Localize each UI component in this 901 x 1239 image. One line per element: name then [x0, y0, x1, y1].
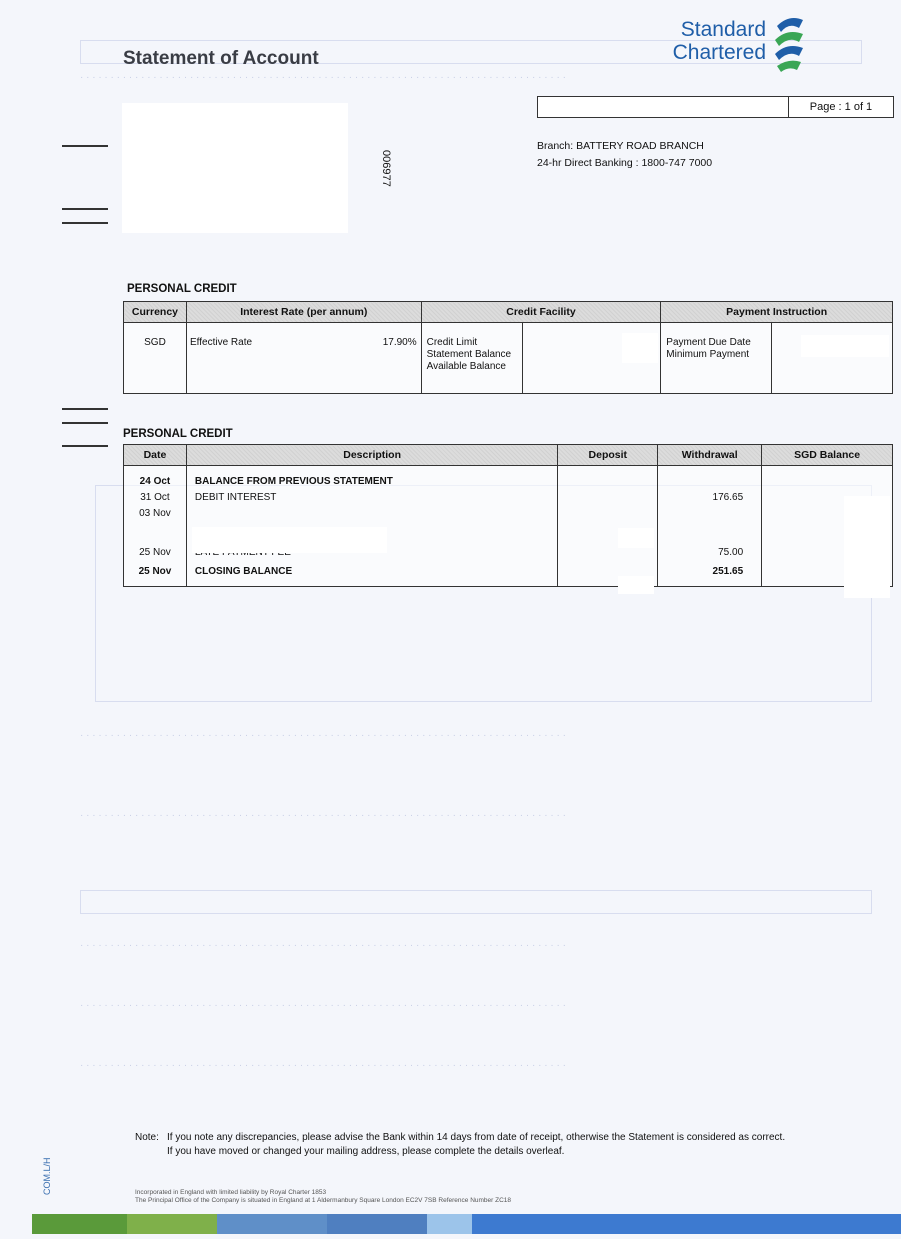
header-sgd-balance: SGD Balance — [762, 445, 893, 466]
note-line-2: If you have moved or changed your mailing address, please complete the details overleaf. — [167, 1146, 565, 1157]
stripe-segment — [427, 1214, 472, 1234]
ghost-reverse-text: · · · · · · · · · · · · · · · · · · · · · · · · · · · · · · · · · · · · · · · · · · · · · · · · · · · · · · · · · · · · · · · · · · · · · · · · · · · · · · · · — [80, 730, 566, 741]
redacted-address — [122, 103, 348, 233]
payment-label-due-date: Payment Due Date — [666, 337, 751, 348]
ghost-reverse-text: · · · · · · · · · · · · · · · · · · · · · · · · · · · · · · · · · · · · · · · · · · · · · · · · · · · · · · · · · · · · · · · · · · · · · · · · · · · · · · · · — [80, 72, 566, 83]
redacted-facility-values — [622, 333, 658, 363]
tx-description: DEBIT INTEREST — [194, 492, 277, 503]
rate-label: Effective Rate — [189, 337, 253, 348]
sgd-balance-column — [762, 466, 893, 587]
ghost-reverse-text: · · · · · · · · · · · · · · · · · · · · · · · · · · · · · · · · · · · · · · · · · · · · · · · · · · · · · · · · · · · · · · · · · · · · · · · · · · · · · · · · — [80, 1000, 566, 1011]
fold-mark — [62, 145, 108, 147]
interest-rate-cell — [186, 323, 421, 394]
tx-description: BALANCE FROM PREVIOUS STATEMENT — [194, 476, 393, 487]
ghost-reverse-text: · · · · · · · · · · · · · · · · · · · · · · · · · · · · · · · · · · · · · · · · · · · · · · · · · · · · · · · · · · · · · · · · · · · · · · · · · · · · · · · · — [80, 1060, 566, 1071]
direct-banking-number: 24-hr Direct Banking : 1800-747 7000 — [537, 157, 713, 169]
tx-withdrawal: 176.65 — [712, 492, 744, 503]
fold-mark — [62, 222, 108, 224]
brand-color-stripe — [32, 1214, 901, 1234]
legal-footer — [135, 1189, 511, 1205]
payment-label-minimum: Minimum Payment — [666, 349, 750, 360]
tx-description: CLOSING BALANCE — [194, 566, 293, 577]
ghost-reverse-text: · · · · · · · · · · · · · · · · · · · · · · · · · · · · · · · · · · · · · · · · · · · · · · · · · · · · · · · · · · · · · · · · · · · · · · · · · · · · · · · · — [80, 810, 566, 821]
rate-value: 17.90% — [382, 337, 417, 348]
payment-instruction-cell — [661, 323, 893, 394]
withdrawal-column — [658, 466, 762, 587]
tx-date: 24 Oct — [139, 476, 171, 487]
redacted-deposit — [618, 576, 654, 594]
header-date: Date — [124, 445, 187, 466]
logo-line-2: Chartered — [672, 41, 766, 64]
statement-note — [135, 1131, 785, 1159]
branch-name: Branch: BATTERY ROAD BRANCH — [537, 140, 704, 152]
header-credit-facility: Credit Facility — [421, 302, 661, 323]
page-indicator: Page : 1 of 1 — [788, 97, 893, 117]
summary-section-title: PERSONAL CREDIT — [127, 283, 237, 295]
redacted-deposit — [618, 528, 654, 548]
tx-date: 25 Nov — [139, 547, 171, 558]
stripe-segment — [327, 1214, 427, 1234]
side-code: COM.L/H — [42, 1157, 52, 1195]
header-payment-instruction: Payment Instruction — [661, 302, 893, 323]
note-line-1: If you note any discrepancies, please advise the Bank within 14 days from date of receipt, otherwise the Statement is considered as correct. — [167, 1132, 786, 1143]
ghost-reverse-text: · · · · · · · · · · · · · · · · · · · · · · · · · · · · · · · · · · · · · · · · · · · · · · · · · · · · · · · · · · · · · · · · · · · · · · · · · · · · · · · · — [80, 940, 566, 951]
payment-divider — [771, 323, 772, 394]
stripe-segment — [32, 1214, 127, 1234]
redacted-balance — [844, 496, 890, 598]
fold-mark — [62, 445, 108, 447]
fold-mark — [62, 408, 108, 410]
header-currency: Currency — [124, 302, 187, 323]
document-title: Statement of Account — [123, 48, 319, 69]
currency-value: SGD — [124, 323, 187, 394]
tx-date: 25 Nov — [138, 566, 172, 577]
credit-facility-cell — [421, 323, 661, 394]
stripe-segment — [472, 1214, 901, 1234]
account-summary-table — [123, 301, 893, 394]
tx-withdrawal: 251.65 — [712, 566, 744, 577]
header-interest-rate: Interest Rate (per annum) — [186, 302, 421, 323]
logo-swirl-icon — [769, 12, 809, 74]
description-column — [186, 466, 557, 587]
stripe-segment — [127, 1214, 217, 1234]
stripe-segment — [217, 1214, 327, 1234]
facility-divider — [522, 323, 523, 394]
ghost-reverse-box — [80, 890, 872, 914]
footer-line-1: Incorporated in England with limited liability by Royal Charter 1853 — [135, 1189, 327, 1196]
note-label: Note: — [135, 1132, 159, 1143]
logo-line-1: Standard — [680, 18, 766, 41]
header-deposit: Deposit — [558, 445, 658, 466]
facility-label-credit-limit: Credit Limit — [426, 337, 478, 348]
header-description: Description — [186, 445, 557, 466]
page-indicator-box — [537, 96, 894, 118]
header-withdrawal: Withdrawal — [658, 445, 762, 466]
facility-label-statement-balance: Statement Balance — [426, 349, 512, 360]
logo-wordmark — [662, 18, 766, 64]
tx-date: 03 Nov — [139, 508, 171, 519]
facility-label-available-balance: Available Balance — [426, 361, 506, 372]
date-column — [124, 466, 187, 587]
fold-mark — [62, 208, 108, 210]
redacted-description — [192, 527, 387, 553]
deposit-column — [558, 466, 658, 587]
transactions-table — [123, 444, 893, 587]
tx-date: 31 Oct — [140, 492, 170, 503]
transactions-section-title: PERSONAL CREDIT — [123, 428, 233, 440]
standard-chartered-logo — [662, 18, 802, 68]
reference-number: 006977 — [380, 150, 392, 187]
redacted-payment-values — [801, 335, 889, 357]
fold-mark — [62, 422, 108, 424]
tx-withdrawal: 75.00 — [718, 547, 744, 558]
footer-line-2: The Principal Office of the Company is situated in England at 1 Aldermanbury Square London EC2V 7SB Reference Number ZC18 — [135, 1197, 512, 1204]
branch-info — [537, 138, 712, 172]
